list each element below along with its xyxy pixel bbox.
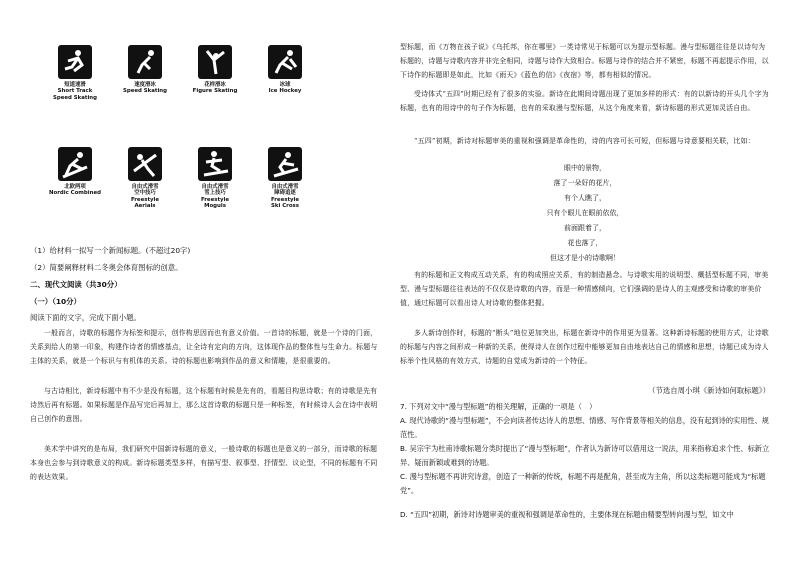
passage-paragraph: 多人新诗创作时，标题的“断头”地位更加突出，标题在新诗中的作用更为显著。这种新诗标题的使用方式，让诗歌的标题与内容之间形成一种新的关系，使得诗人在创作过程中能够更加自由地表达自己的情感和思想，诗题已成为诗人标举个性风格的有效方式，诗题的自觉成为新诗的一个特征。 — [400, 329, 769, 365]
question-7: 7. 下列对文中“漫与型标题”的相关理解，正确的一项是（ ） — [400, 402, 597, 411]
passage-paragraph: 型标题，而《万物在孩子说》《乌托邦，你在哪里》一类诗常见于标题可以为提示型标题。漫与型标题往往是以诗句为标题的，诗题与诗歌内容并非完全相同，诗题与诗作大致相合。标题与诗作的结合并不紧密，标题不再起提示作用，以下诗作的标题即是如此，比如《雨天》《蓝色的信》《夜宿》等，都有相似的情况。 — [400, 43, 769, 79]
pictogram-caption: 花样滑冰 Figure Skating — [192, 82, 238, 95]
poem-line: 但这才是小的诗歌啊！ — [550, 254, 620, 262]
pictogram-ski-cross — [250, 147, 320, 210]
answer-option-d[interactable]: D. “五四”初期，新诗对诗题审美的重视和强调是革命性的，主要体现在标题由精要型转向漫与型，如文中 — [400, 510, 734, 519]
ski-cross-icon — [268, 147, 302, 181]
pictogram-caption: 自由式滑雪 空中技巧 Freestyle Aerials — [130, 184, 160, 210]
passage-paragraph: 美术学中讲究的是布局，我们研究中国新诗标题的意义，一般诗歌的标题也是意义的一部分，而诗歌的标题本身也会参与到诗歌意义的构成。新诗标题类型多样，有描写型、叙事型、抒情型、议论型，不同的标题有不同的表达效果。 — [30, 445, 378, 481]
short-track-skater-icon — [58, 45, 92, 79]
speed-skater-icon — [128, 45, 162, 79]
pictogram-figure-skating — [180, 45, 250, 95]
pictogram-nordic-combined — [40, 147, 110, 197]
pictogram-moguls — [180, 147, 250, 210]
passage-paragraph: 受诗体式“五四”时期已经有了很多的实验。新诗在此期间诗题出现了更加多样的形式：有的以新诗的开头几个字为标题，也有的用诗中的句子作为标题，也有的采取漫与型标题，从这个角度来看，新诗标题的形式更加灵活自由。 — [400, 90, 769, 112]
subsection-heading: （一）（10分） — [30, 297, 81, 306]
passage-paragraph: 有的标题和正文构成互动关系，有的构成照应关系，有的制造悬念。与诗歌实用的说明型、概括型标题不同，审美型、漫与型标题往往表达的不仅仅是诗歌的内容，而是一种情感倾向，它们强调的是诗人的主观感受和诗歌的审美价值，通过标题可以看出诗人对诗歌的整体把握。 — [400, 271, 769, 307]
question-1-2: （2）简要阐释材料二冬奥会体育图标的创意。 — [30, 263, 183, 272]
poem-line: 前面跟着了， — [564, 224, 606, 232]
reading-instruction: 阅读下面的文字，完成下面小题。 — [30, 313, 141, 322]
poem-line: 花也落了， — [567, 239, 603, 247]
pictogram-speed-skating — [110, 45, 180, 95]
passage-paragraph: “五四”初期，新诗对标题审美的重视和强调是革命性的，诗的内容可长可短，但标题与诗意要相关联，比如： — [414, 137, 755, 145]
nordic-combined-icon — [58, 147, 92, 181]
passage-paragraph: 一般而言，诗歌的标题作为标签和提示，创作构思因而也有意义价值。一首诗的标题，就是一个诗的门面，关系到给人的第一印象，构建作诗者的情感基点，让全诗有定向的方向，这体现作品的整体性与生命力。标题与主体的关系，就是一个标识与有机体的关系。诗的标题也影响到作品的意义和情趣，是很重要的。 — [30, 329, 378, 365]
passage-source: （节选自周小琪《新诗如何取标题》） — [648, 386, 770, 395]
poem-line: 只有个眼儿在眼前依依， — [546, 209, 624, 217]
aerials-skier-icon — [128, 147, 162, 181]
answer-option-a[interactable]: A. 现代诗歌的“漫与型标题”，不会向读者传达诗人的思想、情感、写作背景等相关的信息，没有起到诗的实用性、规范性。 — [400, 416, 769, 439]
moguls-skier-icon — [198, 147, 232, 181]
pictogram-aerials — [110, 147, 180, 210]
answer-option-b[interactable]: B. 吴宗宇为杜甫诗歌标题分类时提出了“漫与型标题”，作者认为新诗可以借用这一说法，用来指称追求个性、标新立异、疑而新颖或难到的诗题。 — [400, 444, 770, 467]
pictogram-caption: 冰球 Ice Hockey — [268, 82, 302, 95]
pictogram-caption: 速度滑冰 Speed Skating — [122, 82, 167, 95]
pictogram-caption: 自由式滑雪 雪上技巧 Freestyle Moguls — [200, 184, 230, 210]
pictogram-caption: 北欧两项 Nordic Combined — [49, 184, 101, 197]
poem-line: 有个人瞧了， — [564, 194, 606, 202]
poem-line: 落了一朵好的花片， — [553, 179, 617, 187]
section-heading: 二、现代文阅读（共30分） — [30, 280, 122, 289]
pictogram-ice-hockey — [250, 45, 320, 95]
figure-skater-icon — [198, 45, 232, 79]
pictogram-short-track — [40, 45, 110, 101]
question-1-1: （1）给材料一拟写一个新闻标题。(不超过20字) — [30, 246, 191, 255]
answer-option-c[interactable]: C. 漫与型标题不再讲究诗意，创造了一种新的传统，标题不再是配角，甚至成为主角，所以这类标题可能成为“标题党”。 — [400, 472, 766, 495]
pictogram-caption: 自由式滑雪 障碍追逐 Freestyle Ski Cross — [270, 184, 300, 210]
poem-line: 眼中的景物， — [564, 164, 606, 172]
passage-paragraph: 与古诗相比，新诗标题中有不少是没有标题，这个标题有时候是先有的，看题目构思诗歌；有的诗歌是先有诗然后再有标题。如果标题是作品写完后再加上，那么这首诗歌的标题只是一种标签，有时候诗人会在诗中表明自己创作的意图。 — [30, 387, 378, 423]
pictogram-caption: 短道速滑 Short Track Speed Skating — [52, 82, 97, 101]
hockey-player-icon — [268, 45, 302, 79]
